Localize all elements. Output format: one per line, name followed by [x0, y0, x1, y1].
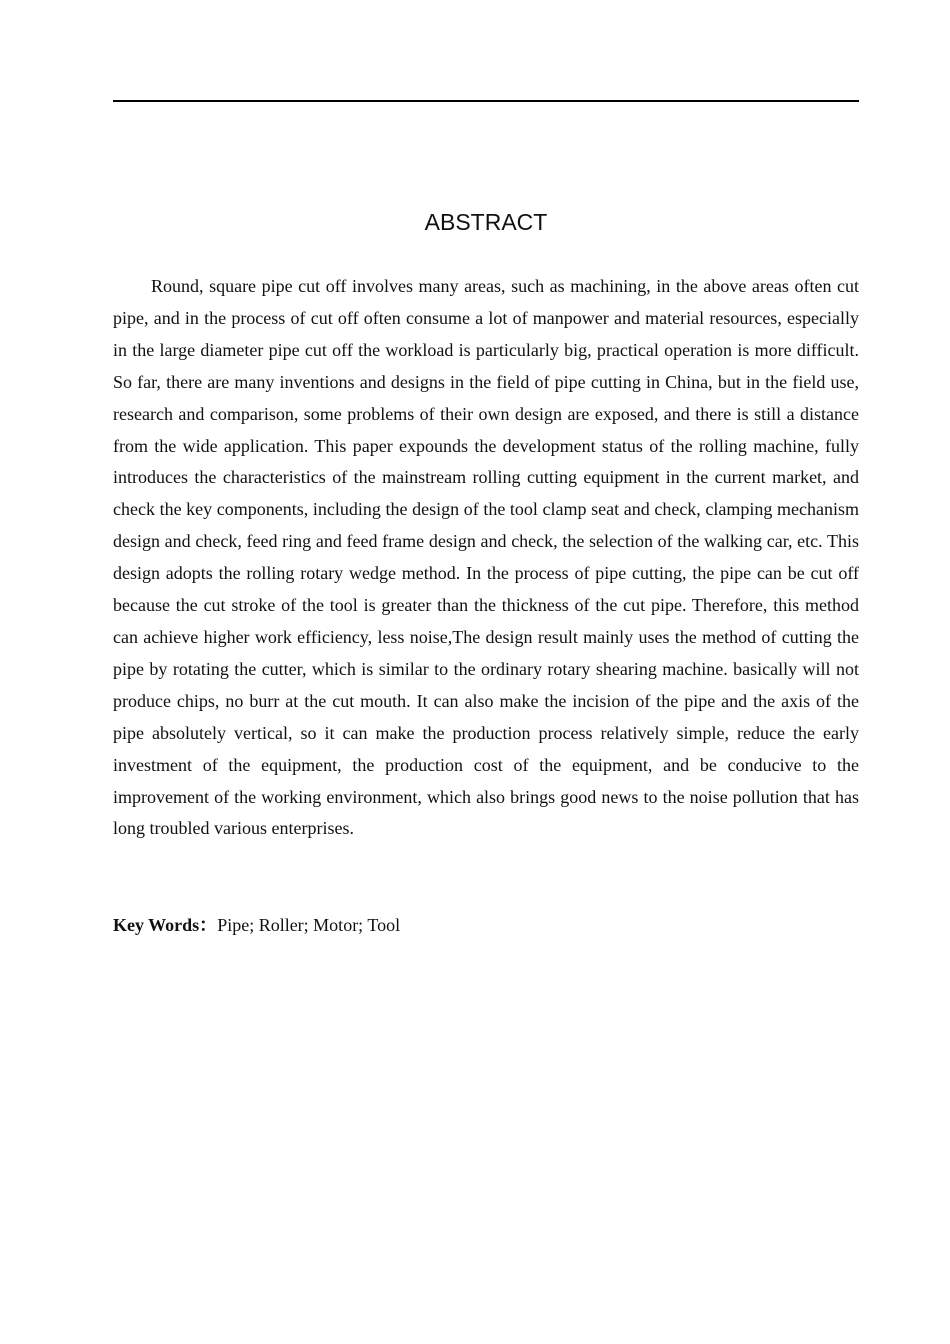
- abstract-title: ABSTRACT: [424, 209, 548, 235]
- header-rule: [113, 100, 859, 102]
- keywords-value: Pipe; Roller; Motor; Tool: [217, 915, 401, 935]
- keywords-label: Key Words：: [113, 915, 218, 935]
- keywords-line: [113, 910, 859, 942]
- abstract-body: Round, square pipe cut off involves many areas, such as machining, in the above areas often cut pipe, and in the process of cut off often consume a lot of manpower and material resources, especially in the large diameter pipe cut off the workload is particularly big, practical operation is more difficult. So far, there are many inventions and designs in the field of pipe cutting in China, but in the field use, research and comparison, some problems of their own design are exposed, and there is still a distance from the wide application. This paper expounds the development status of the rolling machine, fully introduces the characteristics of the mainstream rolling cutting equipment in the current market, and check the key components, including the design of the tool clamp seat and check, clamping mechanism design and check, feed ring and feed frame design and check, the selection of the walking car, etc. This design adopts the rolling rotary wedge method. In the process of pipe cutting, the pipe can be cut off because the cut stroke of the tool is greater than the thickness of the cut pipe. Therefore, this method can achieve higher work efficiency, less noise,The design result mainly uses the method of cutting the pipe by rotating the cutter, which is similar to the ordinary rotary shearing machine. basically will not produce chips, no burr at the cut mouth. It can also make the incision of the pipe and the axis of the pipe absolutely vertical, so it can make the production process relatively simple, reduce the early investment of the equipment, the production cost of the equipment, and be conducive to the improvement of the working environment, which also brings good news to the noise pollution that has long troubled various enterprises.: [113, 276, 859, 839]
